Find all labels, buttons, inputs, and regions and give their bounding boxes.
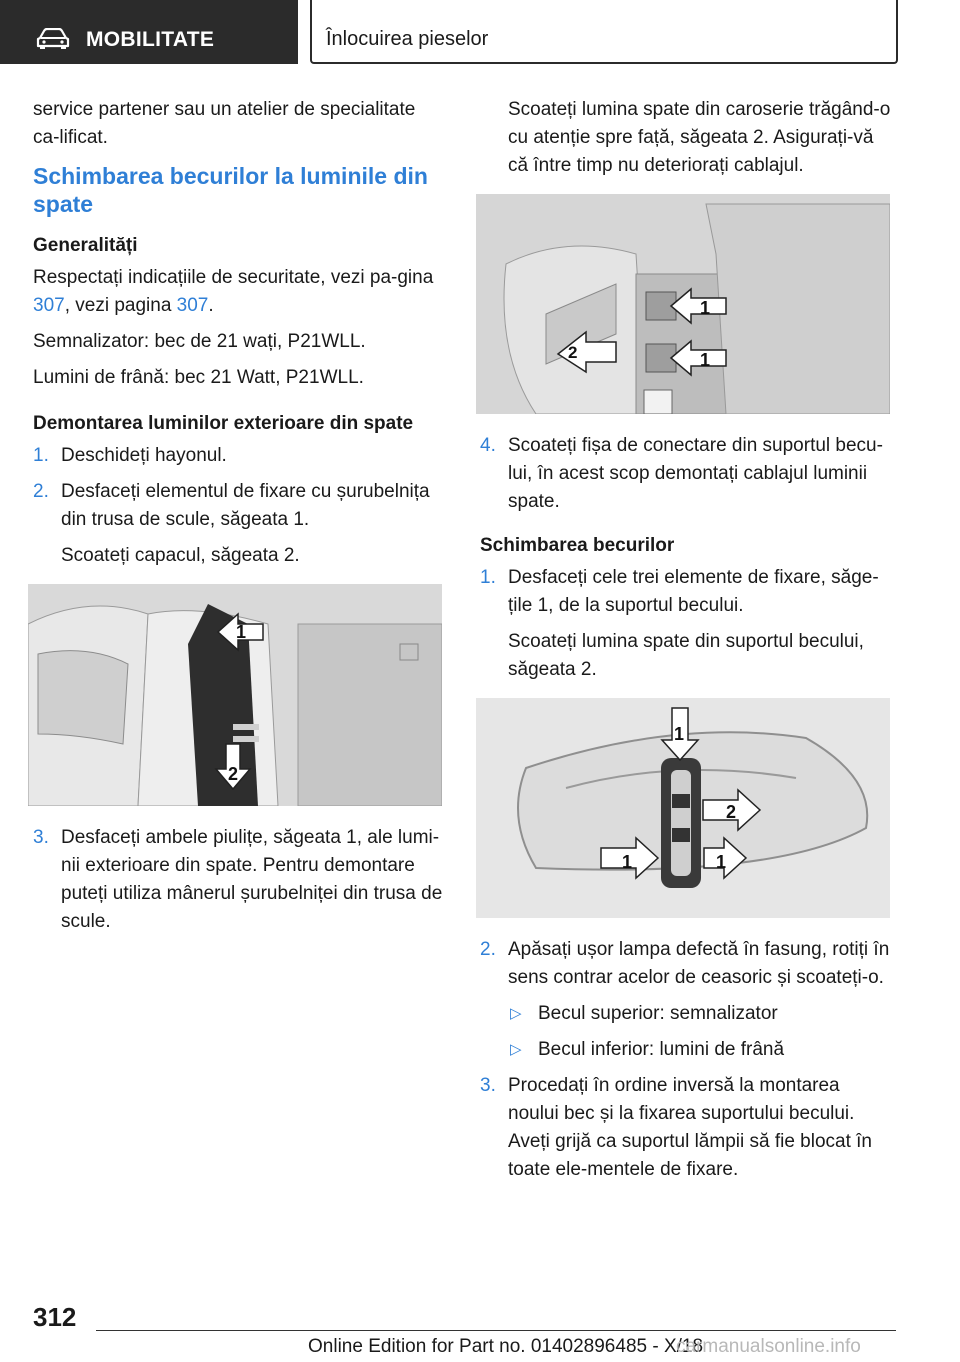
step-number: 1. — [480, 567, 496, 588]
bullet-text: Becul inferior: lumini de frână — [538, 1039, 785, 1060]
general-title: Generalități — [33, 235, 138, 256]
intro-text: service partener sau un atelier de specialitate ca-lificat. — [33, 99, 416, 148]
general-text-part: , vezi pagina — [64, 295, 177, 316]
general-text-part: . — [208, 295, 214, 316]
list-item — [33, 478, 445, 534]
step-number: 3. — [480, 1075, 496, 1096]
list-item — [480, 564, 894, 620]
step-text: Deschideți hayonul. — [61, 445, 227, 466]
step-number: 4. — [480, 435, 496, 456]
page-link-307[interactable]: 307 — [33, 295, 65, 316]
edition-footer: Online Edition for Part no. 01402896485 - X/18 — [308, 1336, 704, 1357]
step-number: 2. — [33, 481, 49, 502]
page-link-307[interactable]: 307 — [176, 295, 209, 316]
brake-bulb-text: Lumini de frână: bec 21 Watt, P21WLL. — [33, 367, 364, 388]
bullet-text: Becul superior: semnalizator — [538, 1003, 778, 1024]
step-text: Desfaceți cele trei elemente de fixare, săge-țile 1, de la suportul becului. — [508, 567, 879, 616]
general-text-part: Respectați indicațiile de securitate, vezi pa-gina — [33, 267, 434, 288]
bullet-item — [480, 1036, 894, 1064]
triangle-right-icon: ▷ — [510, 1005, 522, 1022]
figure-label: 1 — [674, 724, 685, 744]
bulbs-title: Schimbarea becurilor — [480, 535, 675, 556]
figure-label: 2 — [726, 802, 737, 822]
step-text: Desfaceți elementul de fixare cu șurubelnița din trusa de scule, săgeata 1. — [61, 481, 430, 530]
car-icon — [36, 28, 70, 50]
bulb-holder-figure — [476, 698, 890, 918]
step-subtext: Scoateți capacul, săgeata 2. — [61, 545, 300, 566]
figure-label: 1 — [700, 298, 711, 318]
watermark: carmanualsonline.info — [676, 1336, 861, 1357]
page-header — [0, 0, 960, 66]
list-item — [480, 432, 894, 516]
chapter-title-box — [310, 0, 898, 64]
general-text — [33, 264, 445, 320]
removal-title: Demontarea luminilor exterioare din spate — [33, 413, 414, 434]
list-item — [480, 936, 894, 992]
step-number: 1. — [33, 445, 49, 466]
bullet-item — [480, 1000, 894, 1028]
list-item — [33, 824, 445, 936]
list-item — [33, 442, 445, 470]
step-text: Scoateți fișa de conectare din suportul becu-lui, în acest scop demontați cablajul luminii spate. — [508, 435, 883, 512]
taillight-removal-figure — [476, 194, 890, 414]
triangle-right-icon: ▷ — [510, 1041, 522, 1058]
right-column — [480, 96, 894, 1192]
pull-out-text: Scoateți lumina spate din caroserie trăgând-o cu atenție spre față, săgeata 2. Asigurați-vă că între timp nu deteriorați cablajul. — [508, 99, 891, 176]
step-text: Procedați în ordine inversă la montarea noului bec și la fixarea suportului becului. Aveți grijă ca suportul lămpii să fie blocat în toate ele-mentele de fixare. — [508, 1075, 872, 1180]
step-text: Apăsați ușor lampa defectă în fasung, rotiți în sens contrar acelor de ceasoric și scoateți-o. — [508, 939, 890, 988]
step-text: Desfaceți ambele piulițe, săgeata 1, ale lumi-nii exterioare din spate. Pentru demontare puteți utiliza mânerul șurubelniței din trusa de scule. — [61, 827, 443, 932]
taillight-cover-figure — [28, 584, 442, 806]
section-tab[interactable] — [0, 0, 298, 64]
figure-label: 1 — [622, 852, 633, 872]
figure-label: 1 — [700, 350, 711, 370]
figure-label: 1 — [236, 622, 247, 642]
figure-label: 1 — [716, 852, 727, 872]
footer-divider — [96, 1330, 896, 1331]
step-number: 2. — [480, 939, 496, 960]
signal-bulb-text: Semnalizator: bec de 21 wați, P21WLL. — [33, 331, 366, 352]
section-label: MOBILITATE — [86, 28, 215, 51]
section-heading: Schimbarea becurilor la luminile din spate — [33, 163, 428, 217]
left-column — [33, 96, 445, 944]
step-subtext: Scoateți lumina spate din suportul becului, săgeata 2. — [508, 631, 864, 680]
figure-label: 2 — [568, 343, 578, 362]
chapter-title: Înlocuirea pieselor — [326, 28, 489, 50]
list-item — [480, 1072, 894, 1184]
page-number: 312 — [33, 1302, 77, 1332]
figure-label: 2 — [228, 764, 239, 784]
step-number: 3. — [33, 827, 49, 848]
